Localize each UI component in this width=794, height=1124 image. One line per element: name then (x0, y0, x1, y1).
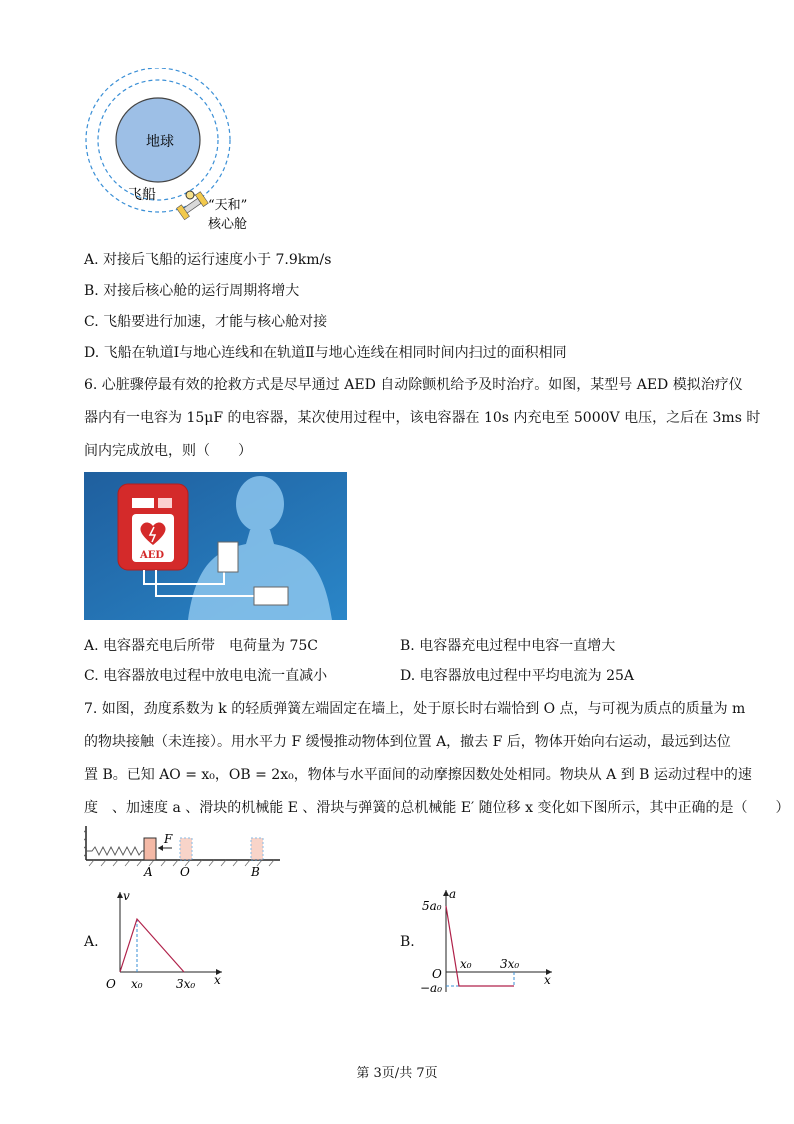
graph-b-ytick-5a0: 5a₀ (422, 899, 442, 913)
graph-b-origin-label: O (432, 967, 442, 981)
graph-b-option-label: B. (400, 934, 415, 950)
q7-stem-line3: 置 B。已知 AO = x₀，OB = 2x₀，物体与水平面间的动摩擦因数处处相同。物块从 A 到 B 运动过程中的速 (84, 767, 752, 783)
graph-a-option-label: A. (84, 934, 99, 950)
graph-b-curve (446, 906, 514, 986)
point-b-label: B (251, 865, 260, 878)
graph-b-x-axis-label: x (544, 973, 551, 987)
q7-stem-line2: 的物块接触（未连接）。用水平力 F 缓慢推动物体到位置 A，撤去 F 后，物体开始向右运动，最远到达位 (84, 734, 731, 750)
point-a-label: A (144, 865, 153, 878)
q6-option-c: C. 电容器放电过程中放电电流一直减小 (84, 668, 328, 684)
aed-image (84, 472, 347, 620)
graph-b-y-axis-label: a (449, 887, 457, 901)
block-at-b (251, 838, 263, 860)
orbit-figure (80, 68, 280, 238)
q7-stem-line1: 7. 如图，劲度系数为 k 的轻质弹簧左端固定在墙上，处于原长时右端恰到 O 点，与可视为质点的质量为 m (84, 701, 746, 717)
q6-option-d: D. 电容器放电过程中平均电流为 25A (400, 668, 635, 684)
graph-a-x-axis-label: x (214, 973, 221, 987)
point-o-label: O (180, 865, 190, 878)
ship-icon (186, 191, 194, 199)
block-at-o (180, 838, 192, 860)
pad-lower (254, 587, 288, 605)
q6-stem-line1: 6. 心脏骤停最有效的抢救方式是尽早通过 AED 自动除颤机给予及时治疗。如图，某型号 AED 模拟治疗仪 (84, 377, 743, 393)
q5-option-d: D. 飞船在轨道Ⅰ与地心连线和在轨道Ⅱ与地心连线在相同时间内扫过的面积相同 (84, 345, 567, 361)
aed-text: AED (140, 550, 165, 561)
graph-a (104, 886, 234, 994)
graph-b-tick-x0: x₀ (460, 957, 472, 971)
q6-option-b: B. 电容器充电过程中电容一直增大 (400, 638, 616, 654)
graph-a-curve (120, 919, 184, 972)
graph-a-tick-x0: x₀ (131, 977, 143, 991)
q7-stem-line4: 度 、加速度 a 、滑块的机械能 E 、滑块与弹簧的总机械能 E′ 随位移 x 变化如下图所示，其中正确的是（ ） (84, 800, 790, 816)
graph-b-tick-3x0: 3x₀ (500, 957, 520, 971)
q6-stem-line3: 间内完成放电，则（ ） (84, 443, 252, 459)
graph-a-tick-3x0: 3x₀ (176, 977, 196, 991)
earth-label: 地球 (146, 134, 174, 150)
graph-a-y-axis-label: v (123, 889, 130, 903)
graph-b-ytick-neg-a0: −a₀ (420, 981, 443, 994)
tianhe-label-2: 核心舱 (208, 217, 248, 232)
force-label: F (164, 832, 173, 846)
q5-option-b: B. 对接后核心舱的运行周期将增大 (84, 283, 300, 299)
graph-a-origin-label: O (106, 977, 116, 991)
spring (86, 847, 144, 855)
spring-setup-figure (84, 826, 284, 878)
page-footer: 第 3页/共 7页 (356, 1066, 438, 1081)
q5-option-c: C. 飞船要进行加速，才能与核心舱对接 (84, 314, 328, 330)
tianhe-label-1: “天和” (208, 198, 248, 213)
pad-upper (218, 542, 238, 572)
q5-option-a: A. 对接后飞船的运行速度小于 7.9km/s (84, 252, 332, 268)
q6-stem-line2: 器内有一电容为 15μF 的电容器，某次使用过程中，该电容器在 10s 内充电至 5000V 电压，之后在 3ms 时 (84, 410, 761, 426)
ship-label: 飞船 (128, 187, 156, 203)
q6-option-a: A. 电容器充电后所带 电荷量为 75C (84, 638, 318, 654)
block-at-a (144, 838, 156, 860)
graph-b (416, 886, 566, 994)
